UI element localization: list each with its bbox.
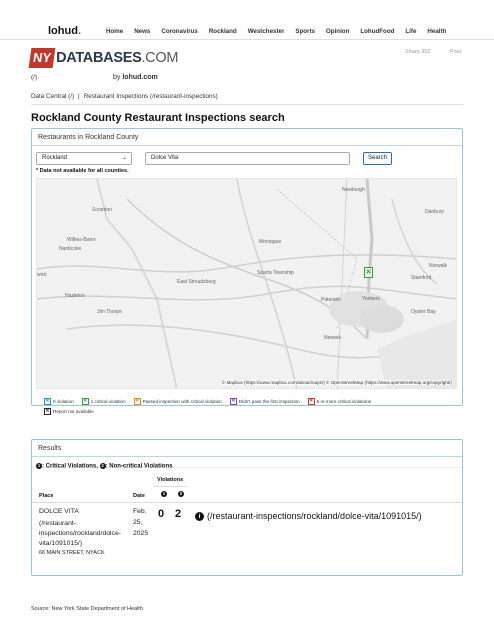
col-date[interactable]: Date	[133, 493, 145, 499]
table-header-divider	[32, 502, 462, 503]
nav-health[interactable]: Health	[427, 28, 447, 35]
violations-header: Violations	[157, 477, 184, 483]
violations-key	[36, 463, 172, 470]
map-label-sparta: Sparta Township	[257, 270, 294, 276]
legend-item-1-critical	[82, 398, 126, 405]
results-heading: Results	[32, 440, 462, 457]
inspection-detail-link[interactable]	[195, 511, 422, 521]
nav-lohudfood[interactable]: LohudFood	[360, 28, 395, 35]
site-header	[0, 0, 494, 40]
noncritical-key-label: : Non-critical Violations	[105, 463, 173, 470]
brand-com: .COM	[141, 50, 179, 66]
map-legend	[44, 396, 371, 416]
date-line-3: 2025	[133, 530, 149, 537]
breadcrumb-data-central[interactable]: Data Central (/)	[31, 93, 75, 100]
map-label-nanticoke: Nanticoke	[59, 246, 82, 252]
restaurant-link-line-2[interactable]: inspections/rockland/dolce-	[39, 530, 121, 537]
main-nav	[106, 28, 446, 35]
lohud-logo[interactable]	[48, 25, 81, 37]
restaurant-search-input[interactable]	[145, 152, 350, 165]
byline-source[interactable]: lohud.com	[122, 74, 158, 81]
legend-label: 5 or more critical violations	[316, 398, 372, 404]
legend-label: Didn't pass the first inspection	[238, 398, 300, 404]
nav-life[interactable]: Life	[405, 28, 417, 35]
nav-sports[interactable]: Sports	[295, 28, 315, 35]
post-button[interactable]: Post	[450, 49, 462, 55]
divider	[31, 104, 463, 105]
breadcrumb-separator: |	[78, 93, 80, 100]
restaurant-address: 66 MAIN STREET, NYACK	[39, 550, 105, 556]
noncritical-count: 2	[175, 508, 182, 520]
map-label-paterson: Paterson	[321, 297, 342, 303]
date-line-1: Feb.	[133, 508, 147, 515]
nav-opinion[interactable]: Opinion	[325, 28, 350, 35]
map-label-east-stroudsburg: East Stroudsburg	[177, 279, 216, 285]
logo-text: lohud	[48, 25, 78, 37]
map-label-oyster-bay: Oyster Bay	[411, 309, 436, 315]
source-note: Source: New York State Department of Health	[31, 606, 143, 612]
nav-news[interactable]: News	[134, 28, 151, 35]
search-button[interactable]: Search	[363, 152, 392, 165]
nav-westchester[interactable]: Westchester	[247, 28, 285, 35]
legend-item-failed-first	[230, 398, 300, 405]
brand-databases: DATABASES	[56, 50, 142, 66]
nav-home[interactable]: Home	[106, 28, 124, 35]
inspections-map[interactable]	[36, 178, 457, 389]
noncritical-col-icon: 2	[179, 491, 183, 496]
orange-x-icon: ✕	[135, 397, 140, 404]
critical-count: 0	[158, 508, 165, 520]
map-label-scranton: Scranton	[92, 207, 113, 213]
col-noncritical[interactable]	[178, 491, 184, 497]
nav-rockland[interactable]: Rockland	[208, 28, 237, 35]
page-title: Rockland County Restaurant Inspections search	[31, 112, 285, 124]
map-label-hazleton: Hazleton	[65, 293, 85, 299]
purple-x-icon: ✕	[231, 397, 236, 404]
root-link[interactable]: (/)	[31, 74, 38, 81]
restaurant-link-line-1[interactable]: (/restaurant-	[39, 520, 77, 527]
map-label-montague: Montague	[259, 239, 282, 245]
legend-label: 1 critical violation	[90, 398, 126, 404]
restaurant-link-line-3[interactable]: vita/1091015/)	[39, 540, 83, 547]
availability-note: * Data not available for all counties.	[36, 168, 129, 174]
x-marker-icon[interactable]: ✕	[365, 269, 372, 276]
county-select-value: Rockland	[42, 155, 68, 161]
byline-prefix: by	[113, 74, 123, 81]
chevron-down-icon: ⌄	[121, 155, 127, 161]
map-label-newark: Newark	[324, 335, 341, 341]
map-attribution[interactable]: © Mapbox (https://www.mapbox.com/about/maps/) © OpenStreetMap (https://www.openstreetmap.org/copyright/)	[221, 380, 452, 385]
green-x-icon: ✕	[83, 397, 88, 404]
byline	[113, 74, 158, 81]
legend-label: Report not available	[53, 408, 94, 414]
legend-label: 0 violation	[53, 398, 74, 404]
critical-col-icon: 1	[162, 491, 166, 496]
legend-item-not-available	[44, 408, 94, 415]
map-label-wick: wick	[37, 272, 47, 278]
map-label-wilkes-barre: Wilkes-Barre	[67, 237, 96, 243]
search-input-value: Dolce Vita	[151, 155, 179, 161]
info-icon: i	[195, 512, 204, 521]
critical-key-label: : Critical Violations,	[42, 463, 100, 470]
nydatabases-logo[interactable]	[30, 47, 178, 69]
map-label-jim-thorpe: Jim Thorpe	[97, 309, 122, 315]
map-label-norwalk: Norwalk	[429, 263, 448, 269]
map-label-stamford: Stamford	[411, 275, 432, 281]
legend-label: Passed inspection with critical violation	[142, 398, 222, 404]
brand-ny: NY	[29, 48, 56, 68]
logo-dot: .	[77, 25, 81, 37]
critical-key-icon: 1	[37, 463, 41, 468]
blue-x-icon: ✕	[45, 397, 50, 404]
breadcrumb	[31, 93, 218, 100]
breadcrumb-restaurant-inspections[interactable]: Restaurant Inspections (/restaurant-inspections)	[83, 93, 218, 100]
legend-item-passed-critical	[134, 398, 222, 405]
restaurant-name-link[interactable]: DOLCE VITA	[39, 508, 79, 515]
nav-coronavirus[interactable]: Coronavirus	[161, 28, 198, 35]
map-label-yonkers: Yonkers	[362, 296, 380, 302]
share-count[interactable]: Share 352	[405, 49, 431, 55]
detail-link-text: (/restaurant-inspections/rockland/dolce-vita/1091015/)	[207, 511, 422, 521]
county-select[interactable]	[36, 152, 132, 165]
map-label-danbury: Danbury	[425, 209, 444, 215]
col-place[interactable]: Place	[39, 493, 54, 499]
black-x-icon: ✕	[45, 407, 50, 414]
date-line-2: 25,	[133, 519, 143, 526]
search-panel-heading: Restaurants in Rockland County	[32, 129, 462, 146]
legend-item-5-or-more	[308, 398, 371, 405]
col-critical[interactable]	[161, 491, 167, 497]
map-label-newburgh: Newburgh	[342, 187, 365, 193]
red-x-icon: ✕	[309, 397, 314, 404]
header-divider	[154, 486, 188, 487]
legend-item-0-violation	[44, 398, 74, 405]
noncritical-key-icon: 2	[101, 463, 104, 468]
